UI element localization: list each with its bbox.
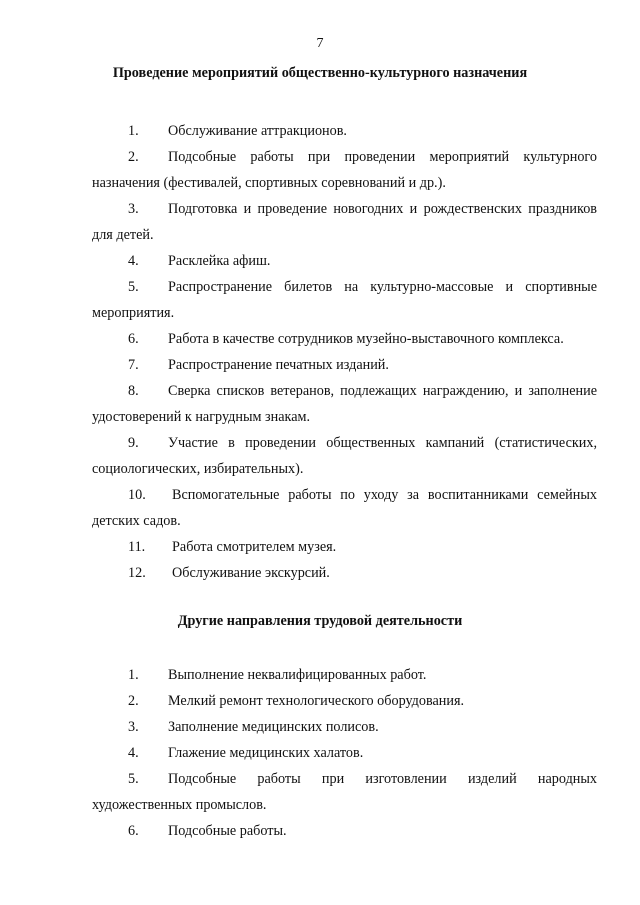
item-number: 1.: [128, 667, 139, 683]
item-number: 8.: [128, 383, 139, 399]
numbered-list: [92, 662, 597, 844]
item-text: Заполнение медицинских полисов.: [168, 719, 379, 735]
item-number: 12.: [128, 565, 146, 581]
list-item: [92, 740, 597, 766]
item-text: Подсобные работы.: [168, 823, 287, 839]
list-item: [92, 714, 597, 740]
item-number: 4.: [128, 745, 139, 761]
item-text: Обслуживание экскурсий.: [172, 565, 330, 581]
item-number: 7.: [128, 357, 139, 373]
list-item: [92, 818, 597, 844]
numbered-list: [92, 118, 597, 586]
list-item: [92, 196, 597, 248]
section-title: Проведение мероприятий общественно-культурного назначения: [112, 65, 528, 81]
item-number: 11.: [128, 539, 146, 555]
item-text: Расклейка афиш.: [168, 253, 271, 269]
item-text: Глажение медицинских халатов.: [168, 745, 364, 761]
item-number: 6.: [128, 331, 139, 347]
item-text: Подсобные работы при проведении мероприятий культурного назначения (фестивалей, спортивных соревнований и др.).: [92, 149, 597, 191]
item-number: 5.: [128, 771, 139, 787]
list-item: [92, 352, 597, 378]
list-item: [92, 118, 597, 144]
item-number: 9.: [128, 435, 139, 451]
section-title: Другие направления трудовой деятельности: [177, 613, 463, 629]
item-number: 2.: [128, 149, 139, 165]
item-number: 1.: [128, 123, 139, 139]
item-number: 6.: [128, 823, 139, 839]
list-item: [92, 688, 597, 714]
item-text: Работа в качестве сотрудников музейно-выставочного комплекса.: [168, 331, 564, 347]
list-item: [92, 378, 597, 430]
item-number: 3.: [128, 719, 139, 735]
item-text: Подготовка и проведение новогодних и рождественских праздников для детей.: [92, 201, 597, 243]
item-text: Вспомогательные работы по уходу за воспитанниками семейных детских садов.: [92, 487, 597, 529]
page-number: 7: [316, 36, 324, 51]
item-text: Работа смотрителем музея.: [172, 539, 337, 555]
item-number: 2.: [128, 693, 139, 709]
list-item: [92, 144, 597, 196]
item-text: Участие в проведении общественных кампаний (статистических, социологических, избирательных).: [92, 435, 597, 477]
item-number: 10.: [128, 487, 146, 503]
list-item: [92, 248, 597, 274]
item-text: Выполнение неквалифицированных работ.: [168, 667, 427, 683]
list-item: [92, 274, 597, 326]
item-number: 3.: [128, 201, 139, 217]
list-item: [92, 482, 597, 534]
list-item: [92, 560, 597, 586]
list-item: [92, 430, 597, 482]
list-item: [92, 326, 597, 352]
list-item: [92, 534, 597, 560]
item-number: 5.: [128, 279, 139, 295]
item-text: Сверка списков ветеранов, подлежащих награждению, и заполнение удостоверений к нагрудным знакам.: [92, 383, 597, 425]
item-text: Подсобные работы при изготовлении изделий народных художественных промыслов.: [92, 771, 597, 813]
item-text: Мелкий ремонт технологического оборудования.: [168, 693, 465, 709]
item-text: Распространение билетов на культурно-массовые и спортивные мероприятия.: [92, 279, 597, 321]
list-item: [92, 766, 597, 818]
item-number: 4.: [128, 253, 139, 269]
item-text: Распространение печатных изданий.: [168, 357, 389, 373]
list-item: [92, 662, 597, 688]
item-text: Обслуживание аттракционов.: [168, 123, 347, 139]
